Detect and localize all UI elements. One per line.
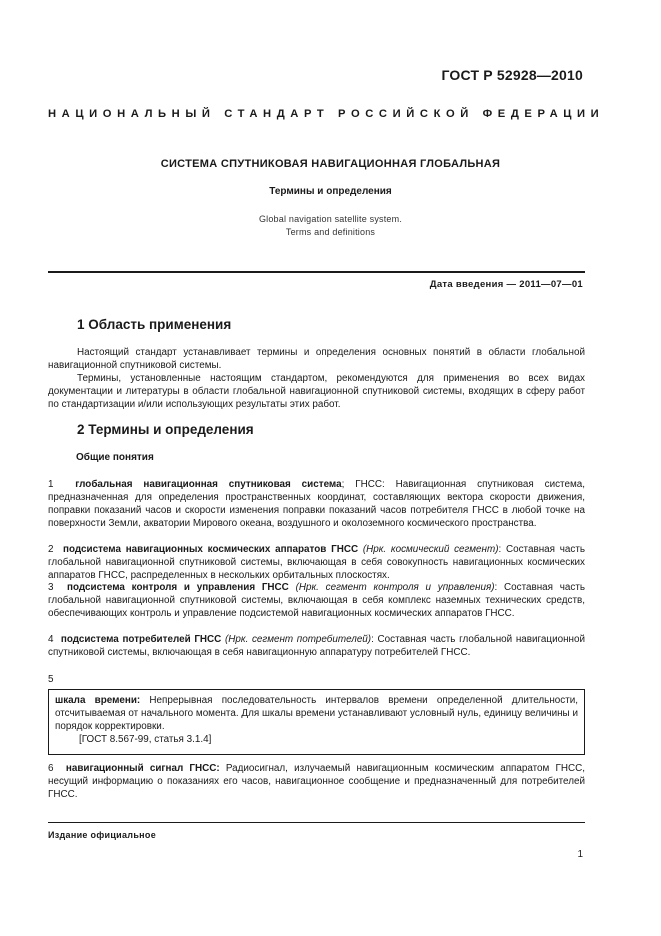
section1-para1-text: Настоящий стандарт устанавливает термины и определения основных понятий в области глобальной навигационной спутниковой системы.: [48, 347, 585, 371]
top-divider: [48, 271, 585, 273]
term-number: 6: [48, 763, 54, 774]
term-entry-1: [48, 478, 585, 530]
term-definition: Навигационная спутниковая система, предназначенная для определения пространственных координат, составляющих вектора скорости движения, поправки показаний часов и скорости изменения поправки показаний часов потребителя ГНСС в любой точке на поверхности Земли, акватории Мирового океана, воздушного и околоземного космического пространства.: [48, 479, 585, 529]
term-definition: Радиосигнал, излучаемый навигационным космическим аппаратом ГНСС, несущий информацию о показаниях его часов, навигационное сообщение и предназначенный для потребителей ГНСС.: [48, 763, 585, 800]
source-reference: [ГОСТ 8.567-99, статья 3.1.4]: [79, 734, 212, 745]
gost-code: ГОСТ Р 52928—2010: [441, 67, 583, 83]
term-name: навигационный сигнал ГНСС:: [65, 763, 220, 774]
term-name: подсистема навигационных космических аппаратов ГНСС: [63, 544, 359, 555]
page-number: 1: [577, 849, 583, 860]
term-entry-2: [48, 543, 585, 582]
footer-divider: [48, 822, 585, 823]
term-name: подсистема контроля и управления ГНСС: [67, 582, 289, 593]
term-deprecated-note: (Нрк. космический сегмент): [358, 544, 499, 555]
edition-note: Издание официальное: [48, 830, 157, 840]
term-entry-4: [48, 633, 585, 659]
term-definition: Непрерывная последовательность интервалов времени определенной длительности, отсчитываемая от начального момента. Для шкалы времени устанавливают условный нуль, единицу величины и порядок корректировки.: [55, 695, 578, 732]
term-definition: : Составная часть глобальной навигационной спутниковой системы, включающая в себя комплекс наземных технических средств, обеспечивающих контроль и управление подсистемой навигационных космических аппаратов ГНСС.: [48, 582, 586, 619]
term-number: 1: [48, 479, 54, 490]
section1-para2-text: Термины, установленные настоящим стандартом, рекомендуются для применения во всех видах документации и литературы в области глобальной навигационной спутниковой системы, входящих в сферу работ по стандартизации и/или использующих результаты этих работ.: [48, 373, 585, 410]
term-definition: : Составная часть глобальной навигационной спутниковой системы, включающая в себя совокупность навигационных космических аппаратов ГНСС, распределенных в нескольких орбитальных плоскостях.: [48, 544, 585, 581]
section2-heading: 2 Термины и определения: [77, 422, 254, 437]
term-number: 3: [48, 582, 54, 593]
term-number-5: 5: [48, 674, 54, 685]
term-abbreviation: ; ГНСС:: [341, 479, 385, 490]
document-title: СИСТЕМА СПУТНИКОВАЯ НАВИГАЦИОННАЯ ГЛОБАЛЬНАЯ: [160, 158, 501, 170]
term-definition: : Составная часть глобальной навигационной спутниковой системы, включающая в себя навигационную аппаратуру потребителей ГНСС.: [48, 634, 585, 658]
term-entry-6: [48, 762, 585, 801]
standard-title: НАЦИОНАЛЬНЫЙ СТАНДАРТ РОССИЙСКОЙ ФЕДЕРАЦИИ: [48, 108, 605, 120]
document-subtitle: Термины и определения: [269, 186, 392, 197]
term-name: шкала времени:: [55, 695, 141, 706]
intro-date: Дата введения — 2011—07—01: [429, 279, 583, 290]
term-deprecated-note: (Нрк. сегмент потребителей): [221, 634, 372, 645]
term-number: 2: [48, 544, 54, 555]
term-5-boxed-definition: [48, 689, 585, 755]
term-name: подсистема потребителей ГНСС: [60, 634, 222, 645]
section1-para1: [48, 346, 585, 372]
general-concepts-heading: Общие понятия: [76, 452, 154, 463]
english-title-line2: Terms and definitions: [285, 227, 376, 237]
english-title-line1: Global navigation satellite system.: [258, 214, 403, 224]
section1-para2: [48, 372, 585, 411]
term-number: 4: [48, 634, 54, 645]
english-title: [0, 213, 661, 239]
term-deprecated-note: (Нрк. сегмент контроля и управления): [288, 582, 495, 593]
term-entry-3: [48, 581, 585, 620]
term-name: глобальная навигационная спутниковая система: [75, 479, 342, 490]
section1-heading: 1 Область применения: [77, 317, 232, 332]
